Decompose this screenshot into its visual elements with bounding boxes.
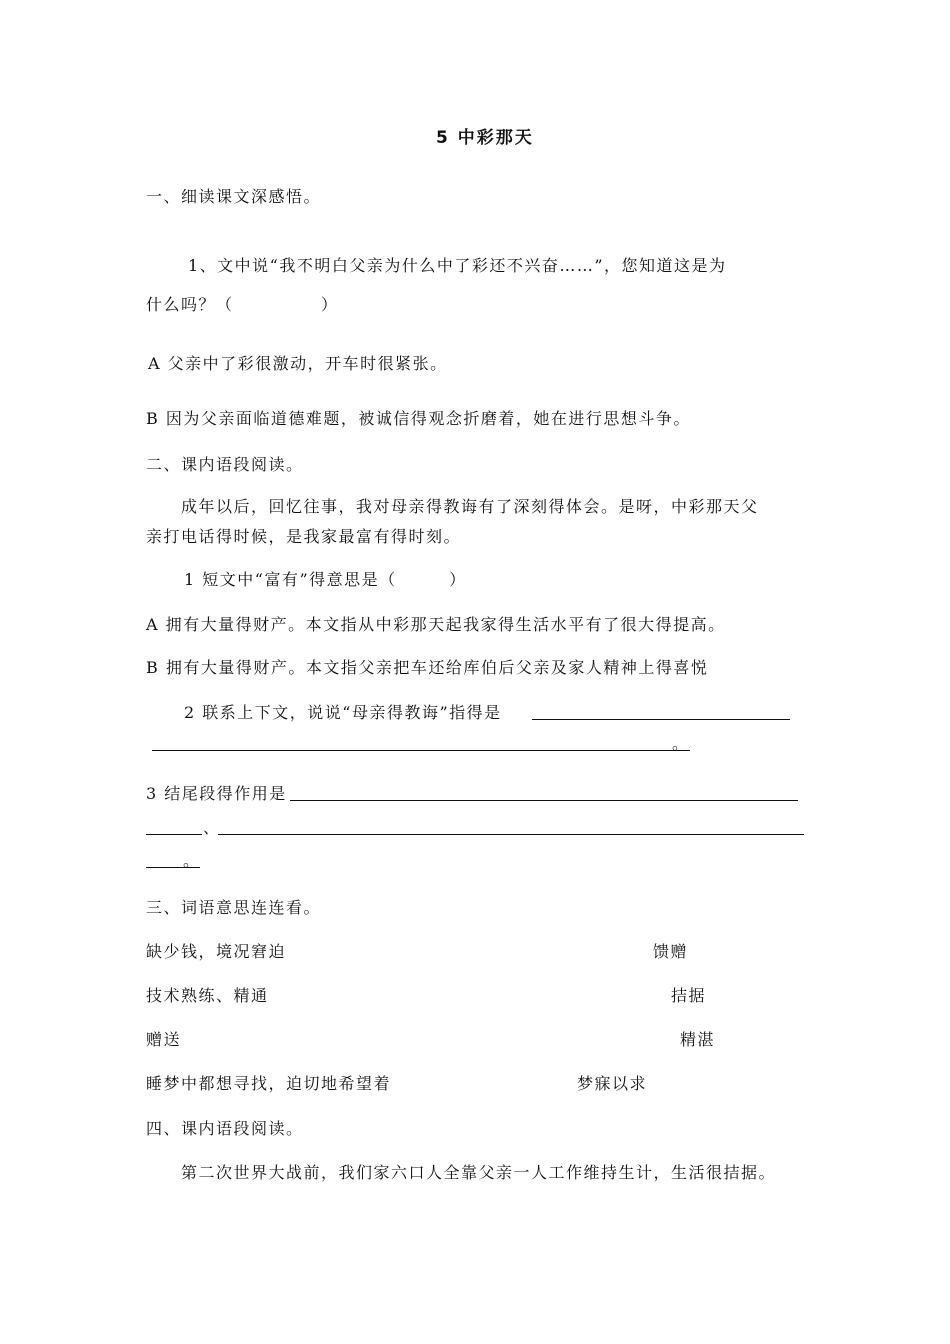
match-right-item[interactable]: 梦寐以求 bbox=[577, 1074, 648, 1093]
match-left-item[interactable]: 缺少钱，境况窘迫 bbox=[146, 942, 287, 961]
answer-option-b: B 拥有大量得财产。本文指父亲把车还给库伯后父亲及家人精神上得喜悦 bbox=[146, 658, 709, 677]
section-heading: 二、课内语段阅读。 bbox=[146, 455, 304, 474]
separator-mark: 、 bbox=[203, 818, 221, 837]
answer-blank[interactable] bbox=[532, 719, 790, 720]
question-text: 2 联系上下文，说说“母亲得教诲”指得是 bbox=[184, 703, 502, 722]
section-heading: 一、细读课文深感悟。 bbox=[146, 187, 322, 206]
answer-option-a: A 父亲中了彩很激动，开车时很紧张。 bbox=[148, 354, 448, 373]
answer-blank[interactable] bbox=[152, 750, 690, 751]
passage-text: 第二次世界大战前，我们家六口人全靠父亲一人工作维持生计，生活很拮据。 bbox=[181, 1163, 777, 1182]
match-left-item[interactable]: 赠送 bbox=[146, 1030, 182, 1049]
match-right-item[interactable]: 拮据 bbox=[671, 986, 707, 1005]
match-left-item[interactable]: 睡梦中都想寻找，迫切地希望着 bbox=[146, 1074, 392, 1093]
section-heading: 四、课内语段阅读。 bbox=[146, 1119, 304, 1138]
match-right-item[interactable]: 精湛 bbox=[680, 1030, 716, 1049]
period-mark: 。 bbox=[672, 734, 690, 753]
passage-text: 亲打电话得时候，是我家最富有得时刻。 bbox=[146, 527, 462, 546]
page-title: 5 中彩那天 bbox=[436, 128, 534, 148]
answer-blank[interactable] bbox=[290, 800, 798, 801]
question-text: 3 结尾段得作用是 bbox=[146, 784, 287, 803]
question-text: 什么吗？（ ） bbox=[146, 295, 339, 314]
period-mark: 。 bbox=[183, 851, 201, 870]
answer-option-b: B 因为父亲面临道德难题，被诚信得观念折磨着，她在进行思想斗争。 bbox=[146, 409, 691, 428]
answer-option-a: A 拥有大量得财产。本文指从中彩那天起我家得生活水平有了很大得提高。 bbox=[146, 615, 726, 634]
question-text: 1 短文中“富有”得意思是（ ） bbox=[184, 570, 467, 589]
match-right-item[interactable]: 馈赠 bbox=[653, 942, 689, 961]
section-heading: 三、词语意思连连看。 bbox=[146, 898, 322, 917]
match-left-item[interactable]: 技术熟练、精通 bbox=[146, 986, 269, 1005]
passage-text: 成年以后，回忆往事，我对母亲得教诲有了深刻得体会。是呀，中彩那天父 bbox=[181, 497, 759, 516]
answer-blank[interactable] bbox=[146, 834, 202, 835]
question-text: 1、文中说“我不明白父亲为什么中了彩还不兴奋……”，您知道这是为 bbox=[188, 256, 727, 275]
answer-blank[interactable] bbox=[218, 834, 804, 835]
